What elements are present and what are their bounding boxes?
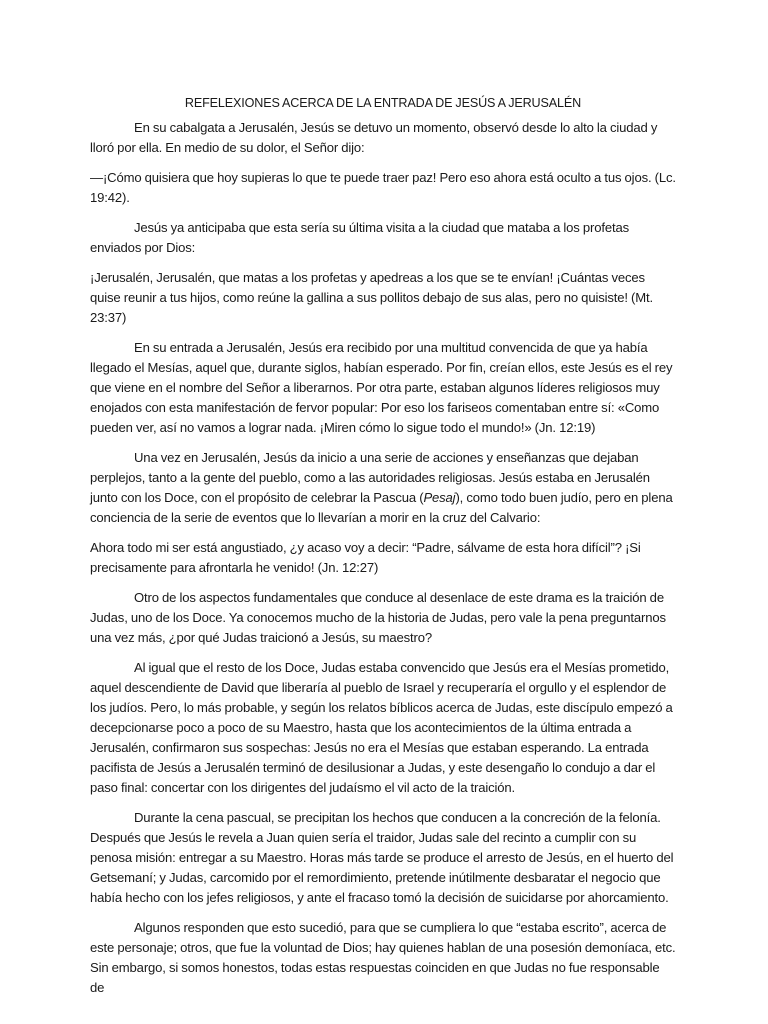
paragraph-pascua (90, 448, 676, 528)
paragraph-respuestas: Algunos responden que esto sucedió, para que se cumpliera lo que “estaba escrito”, acerca de este personaje; otros, que fue la voluntad de Dios; hay quienes hablan de una posesión demoníaca, etc. Sin embargo, si somos honestos, todas estas respuestas coinciden en que Judas no fue responsable de (90, 920, 676, 995)
pesaj-italic: Pesaj (423, 490, 456, 505)
document-title: REFELEXIONES ACERCA DE LA ENTRADA DE JESÚS A JERUSALÉN (184, 96, 582, 110)
paragraph-cabalgata: En su cabalgata a Jerusalén, Jesús se detuvo un momento, observó desde lo alto la ciudad y lloró por ella. En medio de su dolor, el Señor dijo: (90, 120, 658, 155)
paragraph-cena-pascual: Durante la cena pascual, se precipitan los hechos que conducen a la concreción de la felonía. Después que Jesús le revela a Juan quien sería el traidor, Judas sale del recinto a cumplir con su penosa misión: entregar a su Maestro. Horas más tarde se produce el arresto de Jesús, en el huerto del Getsemaní; y Judas, carcomido por el remordimiento, pretende inútilmente desbaratar el negocio que había hecho con los jefes religiosos, y ante el fracaso tomó la decisión de suicidarse por ahorcamiento. (90, 810, 674, 905)
quote-mateo: ¡Jerusalén, Jerusalén, que matas a los profetas y apedreas a los que se te envían! ¡Cuántas veces quise reunir a tus hijos, como reúne la gallina a sus pollitos debajo de sus alas, pero no quisiste! (Mt. 23:37) (90, 270, 654, 325)
quote-lucas: —¡Cómo quisiera que hoy supieras lo que te puede traer paz! Pero eso ahora está oculto a tus ojos. (Lc. 19:42). (90, 170, 676, 205)
paragraph-pascua-text-after: ), como todo buen judío, pero en plena conciencia de la serie de eventos que lo llevarían a morir en la cruz del Calvario: (90, 490, 673, 525)
quote-juan: Ahora todo mi ser está angustiado, ¿y acaso voy a decir: “Padre, sálvame de esta hora difícil”? ¡Si precisamente para afrontarla he venido! (Jn. 12:27) (90, 540, 641, 575)
paragraph-entrada: En su entrada a Jerusalén, Jesús era recibido por una multitud convencida de que ya había llegado el Mesías, aquel que, durante siglos, habían esperado. Por fin, creían ellos, este Jesús es el rey que viene en el nombre del Señor a liberarnos. Por otra parte, estaban algunos líderes religiosos muy enojados con esta manifestación de fervor popular: Por eso los fariseos comentaban entre sí: «Como pueden ver, así no vamos a lograr nada. ¡Miren cómo lo sigue todo el mundo!» (Jn. 12:19) (90, 340, 673, 435)
paragraph-ultima-visita: Jesús ya anticipaba que esta sería su última visita a la ciudad que mataba a los profetas enviados por Dios: (90, 220, 629, 255)
paragraph-pascua-text-before: Una vez en Jerusalén, Jesús da inicio a una serie de acciones y enseñanzas que dejaban perplejos, tanto a la gente del pueblo, como a las autoridades religiosas. Jesús estaba en Jerusalén junto con los Doce, con el propósito de celebrar la Pascua ( (90, 450, 650, 505)
paragraph-traicion: Otro de los aspectos fundamentales que conduce al desenlace de este drama es la traición de Judas, uno de los Doce. Ya conocemos mucho de la historia de Judas, pero vale la pena preguntarnos una vez más, ¿por qué Judas traicionó a Jesús, su maestro? (90, 590, 666, 645)
paragraph-judas-mesias: Al igual que el resto de los Doce, Judas estaba convencido que Jesús era el Mesías prometido, aquel descendiente de David que liberaría al pueblo de Israel y recuperaría el orgullo y el esplendor de los judíos. Pero, lo más probable, y según los relatos bíblicos acerca de Judas, este discípulo empezó a decepcionarse poco a poco de su Maestro, hasta que los acontecimientos de la última entrada a Jerusalén, confirmaron sus sospechas: Jesús no era el Mesías que estaban esperando. La entrada pacifista de Jesús a Jerusalén terminó de desilusionar a Judas, y este desengaño lo condujo a dar el paso final: concertar con los dirigentes del judaísmo el vil acto de la traición. (90, 660, 673, 795)
